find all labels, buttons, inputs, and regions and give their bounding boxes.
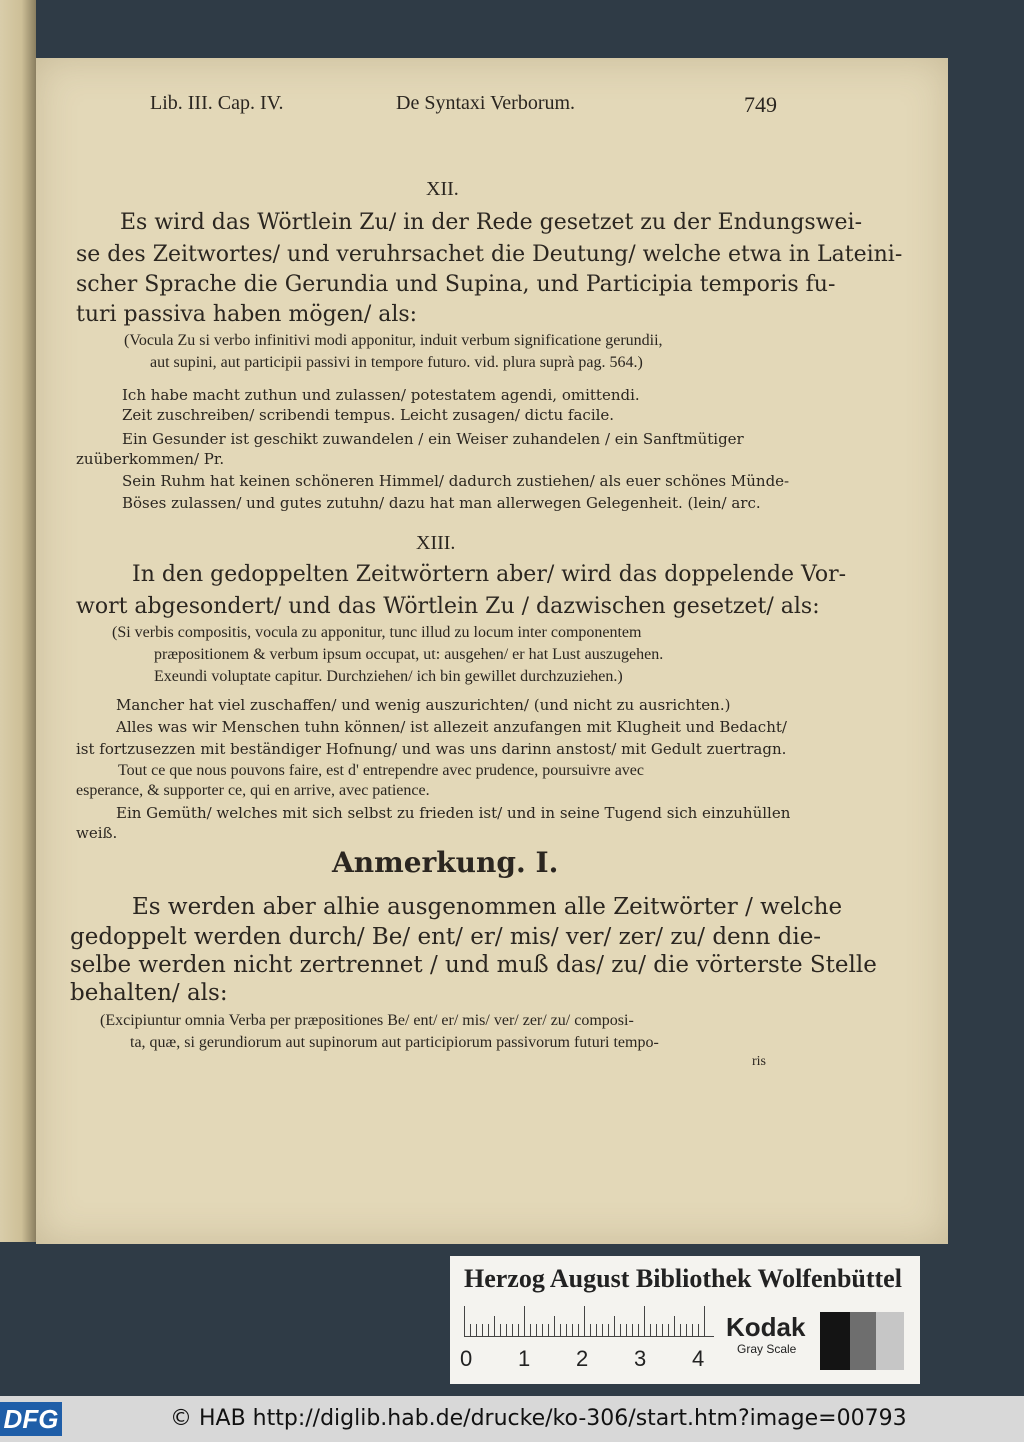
ruler-tick: [608, 1324, 609, 1336]
ruler-number-2: 2: [576, 1346, 589, 1371]
ruler-tick: [590, 1324, 591, 1336]
xiii-example-4: Tout ce que nous pouvons faire, est d' entrependre avec prudence, poursuivre avec: [118, 762, 644, 779]
anm-line-3: selbe werden nicht zertrennet / und muß das/ zu/ die vörterste Stelle: [70, 952, 877, 978]
ruler-tick: [518, 1324, 519, 1336]
ruler-tick: [626, 1324, 627, 1336]
gray-scale-label: Gray Scale: [737, 1342, 797, 1356]
ruler-tick: [566, 1324, 567, 1336]
ruler-tick: [620, 1324, 621, 1336]
ruler-tick: [704, 1306, 705, 1336]
ruler-tick: [662, 1324, 663, 1336]
anm-latin-2: ta, quæ, si gerundiorum aut supinorum aut participiorum passivorum futuri tempo-: [130, 1034, 659, 1051]
xiii-line-2: wort abgesondert/ und das Wörtlein Zu / dazwischen gesetzet/ als:: [76, 594, 820, 619]
ruler-tick: [680, 1324, 681, 1336]
gray-swatch-black: [820, 1312, 850, 1370]
xii-latin-2: aut supini, aut participii passivi in tempore futuro. vid. plura suprà pag. 564.): [150, 354, 643, 371]
scale-ruler: [464, 1306, 714, 1337]
ruler-tick: [650, 1324, 651, 1336]
ruler-tick: [542, 1324, 543, 1336]
xii-example-6: Böses zulassen/ und gutes zutuhn/ dazu hat man allerwegen Gelegenheit. (lein/ arc.: [122, 494, 761, 512]
gray-swatch-light: [876, 1312, 904, 1370]
ruler-tick: [464, 1306, 465, 1336]
ruler-tick: [632, 1324, 633, 1336]
ruler-tick: [554, 1316, 555, 1336]
ruler-tick: [506, 1324, 507, 1336]
ruler-tick: [584, 1306, 585, 1336]
ruler-tick: [668, 1324, 669, 1336]
ruler-tick: [698, 1324, 699, 1336]
copyright-link[interactable]: © HAB http://diglib.hab.de/drucke/ko-306/start.htm?image=00793: [170, 1406, 907, 1431]
anm-line-4: behalten/ als:: [70, 980, 228, 1006]
xii-example-1: Ich habe macht zuthun und zulassen/ potestatem agendi, omittendi.: [122, 386, 640, 404]
ruler-tick: [530, 1324, 531, 1336]
book-edge: [0, 0, 36, 1242]
xiii-latin-2: præpositionem & verbum ipsum occupat, ut: ausgehen/ er hat Lust auszugehen.: [154, 646, 664, 663]
ruler-number-0: 0: [460, 1346, 473, 1371]
ruler-tick: [524, 1306, 525, 1336]
ruler-tick: [572, 1324, 573, 1336]
xii-latin-1: (Vocula Zu si verbo infinitivi modi apponitur, induit verbum significatione gerundii,: [124, 332, 663, 349]
ruler-tick: [536, 1324, 537, 1336]
section-number-xiii: XIII.: [416, 532, 456, 554]
ruler-tick: [596, 1324, 597, 1336]
anm-line-1: Es werden aber alhie ausgenommen alle Zeitwörter / welche: [132, 894, 843, 920]
xii-example-2: Zeit zuschreiben/ scribendi tempus. Leicht zusagen/ dictu facile.: [122, 406, 615, 424]
xii-example-4: zuüberkommen/ Pr.: [76, 450, 225, 468]
running-head-left: Lib. III. Cap. IV.: [150, 92, 284, 114]
xiii-example-7: weiß.: [76, 824, 118, 842]
ruler-tick: [470, 1324, 471, 1336]
ruler-tick: [686, 1324, 687, 1336]
ruler-tick: [578, 1324, 579, 1336]
kodak-brand: Kodak: [726, 1312, 806, 1342]
ruler-tick: [560, 1324, 561, 1336]
xii-example-5: Sein Ruhm hat keinen schöneren Himmel/ dadurch zustiehen/ als euer schönes Münde-: [122, 472, 790, 490]
section-number-xii: XII.: [426, 178, 459, 200]
library-label: [450, 1256, 920, 1384]
xii-line-3: scher Sprache die Gerundia und Supina, und Participia temporis fu-: [76, 272, 836, 297]
ruler-tick: [674, 1316, 675, 1336]
catchword: ris: [752, 1054, 766, 1069]
dfg-logo: DFG: [0, 1402, 62, 1436]
ruler-tick: [476, 1324, 477, 1336]
ruler-tick: [602, 1324, 603, 1336]
ruler-tick: [644, 1306, 645, 1336]
ruler-tick: [614, 1316, 615, 1336]
anmerkung-heading: Anmerkung. I.: [332, 846, 559, 879]
xii-example-3: Ein Gesunder ist geschikt zuwandelen / ein Weiser zuhandelen / ein Sanftmütiger: [122, 430, 744, 448]
xiii-example-3: ist fortzusezzen mit beständiger Hofnung/ und was uns darinn anstost/ mit Gedult zuertragn.: [76, 740, 787, 758]
ruler-tick: [656, 1324, 657, 1336]
ruler-tick: [488, 1324, 489, 1336]
ruler-tick: [548, 1324, 549, 1336]
xii-line-2: se des Zeitwortes/ und veruhrsachet die Deutung/ welche etwa in Lateini-: [76, 242, 903, 267]
running-head-title: De Syntaxi Verborum.: [396, 92, 576, 114]
xiii-line-1: In den gedoppelten Zeitwörtern aber/ wird das doppelende Vor-: [132, 562, 847, 587]
xiii-latin-1: (Si verbis compositis, vocula zu apponitur, tunc illud zu locum inter componentem: [112, 624, 642, 641]
ruler-tick: [494, 1316, 495, 1336]
xii-line-1: Es wird das Wörtlein Zu/ in der Rede gesetzet zu der Endungswei-: [120, 210, 863, 235]
xiii-example-5: esperance, & supporter ce, qui en arrive, avec patience.: [76, 782, 430, 799]
ruler-number-4: 4: [692, 1346, 705, 1371]
ruler-tick: [512, 1324, 513, 1336]
xiii-latin-3: Exeundi voluptate capitur. Durchziehen/ ich bin gewillet durchzuziehen.): [154, 668, 623, 685]
xiii-example-2: Alles was wir Menschen tuhn können/ ist allezeit anzufangen mit Klugheit und Bedacht/: [116, 718, 787, 736]
anm-line-2: gedoppelt werden durch/ Be/ ent/ er/ mis/ ver/ zer/ zu/ denn die-: [70, 924, 822, 950]
library-name: Herzog August Bibliothek Wolfenbüttel: [464, 1264, 902, 1293]
ruler-tick: [500, 1324, 501, 1336]
ruler-number-1: 1: [518, 1346, 531, 1371]
xiii-example-1: Mancher hat viel zuschaffen/ und wenig auszurichten/ (und nicht zu ausrichten.): [116, 696, 731, 714]
ruler-tick: [692, 1324, 693, 1336]
ruler-tick: [638, 1324, 639, 1336]
page-number: 749: [744, 92, 777, 117]
ruler-number-3: 3: [634, 1346, 647, 1371]
gray-swatch-mid: [850, 1312, 876, 1370]
xiii-example-6: Ein Gemüth/ welches mit sich selbst zu frieden ist/ und in seine Tugend sich einzuhüllen: [116, 804, 791, 822]
anm-latin-1: (Excipiuntur omnia Verba per præpositiones Be/ ent/ er/ mis/ ver/ zer/ zu/ composi-: [100, 1012, 634, 1029]
xii-line-4: turi passiva haben mögen/ als:: [76, 302, 418, 327]
ruler-tick: [482, 1324, 483, 1336]
